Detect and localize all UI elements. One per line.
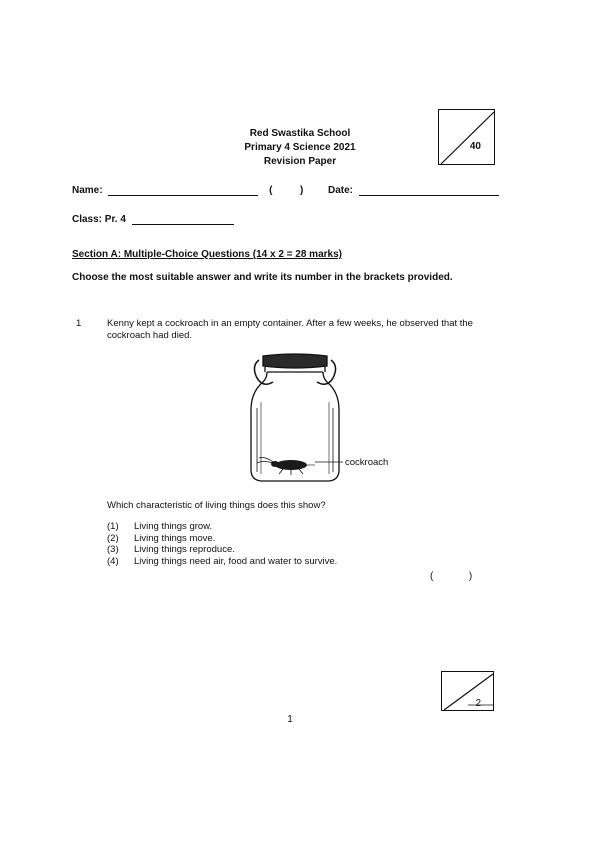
answer-open-bracket: (: [430, 571, 434, 582]
section-title: Section A: Multiple-Choice Questions (14 x 2 = 28 marks): [72, 249, 342, 260]
register-close-bracket: ): [300, 185, 304, 196]
total-marks-box: [438, 109, 495, 165]
paper-title: Primary 4 Science 2021: [244, 142, 356, 153]
question-text: Kenny kept a cockroach in an empty container. After a few weeks, he observed that the cockroach had died.: [107, 318, 473, 341]
question-prompt: Which characteristic of living things does this show?: [107, 500, 326, 511]
page-marks-value: 2: [475, 698, 481, 709]
date-row: [328, 185, 499, 196]
class-row: [72, 214, 234, 225]
total-marks-value: 40: [469, 141, 481, 152]
answer-options: [107, 521, 337, 567]
figure-label-cockroach: cockroach: [345, 457, 389, 468]
class-label: Class: Pr. 4: [72, 214, 126, 225]
page-number: 1: [287, 714, 293, 725]
paper-header: [0, 127, 600, 169]
name-label: Name:: [72, 185, 103, 196]
option-3[interactable]: (3) Living things reproduce.: [107, 544, 235, 555]
date-blank[interactable]: [359, 195, 499, 196]
cockroach-drawing: [257, 458, 315, 476]
register-open-bracket: (: [269, 185, 273, 196]
marks-diagonal: [439, 110, 496, 166]
option-1[interactable]: (1) Living things grow.: [107, 521, 213, 532]
page-marks-box: [441, 671, 494, 711]
option-2[interactable]: (2) Living things move.: [107, 532, 216, 544]
jar-cockroach-figure: [245, 352, 405, 490]
page-marks-diagonal: [442, 672, 495, 712]
answer-close-bracket: ): [468, 571, 473, 582]
question-number: 1: [76, 318, 82, 329]
name-blank[interactable]: [108, 195, 258, 196]
school-name: Red Swastika School: [249, 128, 351, 139]
paper-type: Revision Paper: [263, 156, 337, 167]
name-row: [72, 185, 303, 196]
class-blank[interactable]: [132, 224, 234, 225]
option-4[interactable]: (4) Living things need air, food and water to survive.: [107, 555, 338, 567]
date-label: Date:: [328, 185, 354, 196]
section-instructions: Choose the most suitable answer and write its number in the brackets provided.: [72, 272, 453, 283]
answer-brackets[interactable]: [430, 571, 472, 582]
